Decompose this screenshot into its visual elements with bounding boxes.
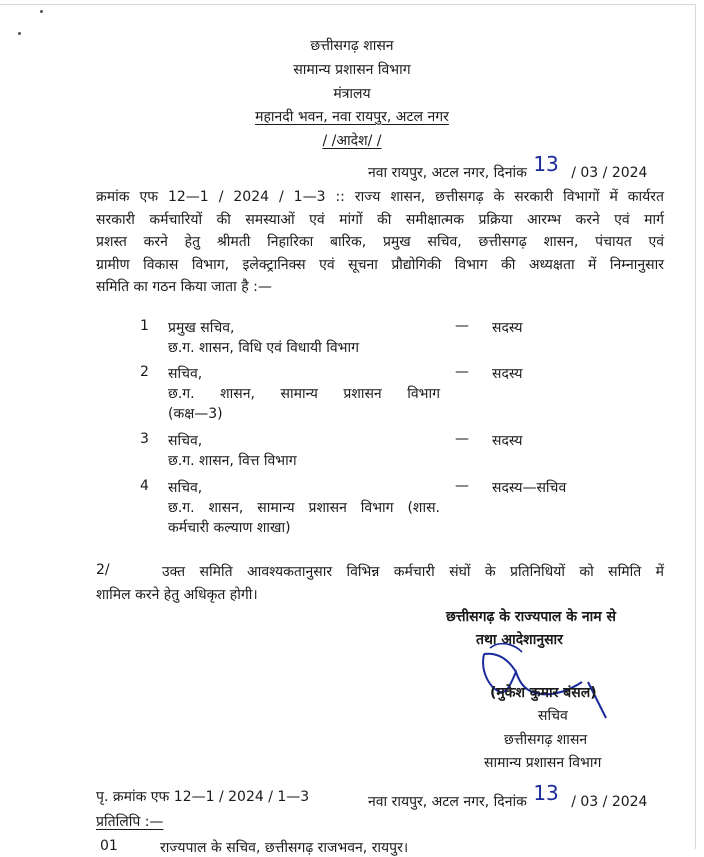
member-role: सदस्य bbox=[492, 433, 523, 449]
header-govt: छत्तीसगढ़ शासन bbox=[310, 38, 394, 54]
order-line-1: क्रमांक एफ 12—1 / 2024 / 1—3 :: राज्य शासन, छत्तीसगढ़ के सरकारी विभागों में कार्यरत bbox=[96, 189, 664, 205]
member-dash: — bbox=[455, 478, 469, 494]
member-number: 3 bbox=[140, 431, 149, 447]
endorsement-ref: पृ. क्रमांक एफ 12—1 / 2024 / 1—3 bbox=[96, 789, 310, 805]
signatory-department: सामान्य प्रशासन विभाग bbox=[484, 755, 602, 771]
member-department: छ.ग. शासन, वित्त विभाग bbox=[168, 453, 297, 469]
member-department-cont: कर्मचारी कल्याण शाखा) bbox=[168, 520, 291, 536]
member-role: सदस्य bbox=[492, 366, 523, 382]
member-number: 1 bbox=[140, 318, 149, 334]
page-top-border bbox=[0, 4, 696, 5]
para2-number: 2/ bbox=[96, 562, 110, 578]
member-number: 4 bbox=[140, 478, 149, 494]
member-dash: — bbox=[455, 364, 469, 380]
member-role: सदस्य—सचिव bbox=[492, 480, 567, 496]
order-line-2: सरकारी कर्मचारियों की समस्याओं एवं मांगों की समीक्षात्मक प्रक्रिया आरम्भ करने एवं मार्ग bbox=[96, 211, 664, 228]
member-dash: — bbox=[455, 431, 469, 447]
dateline-prefix: नवा रायपुर, अटल नगर, दिनांक bbox=[368, 165, 527, 181]
para2-line1: उक्त समिति आवश्यकतानुसार विभिन्न कर्मचारी संघों के प्रतिनिधियों को समिति में bbox=[162, 564, 664, 580]
header-ministry: मंत्रालय bbox=[333, 86, 371, 102]
copy-label: प्रतिलिपि :— bbox=[96, 814, 164, 830]
copy-item-text: राज्यपाल के सचिव, छत्तीसगढ़ राजभवन, रायपुर। bbox=[160, 840, 409, 856]
para2-line2: शामिल करने हेतु अधिकृत होगी। bbox=[96, 587, 258, 603]
order-line-4: ग्रामीण विकास विभाग, इलेक्ट्रानिक्स एवं सूचना प्रौद्योगिकी विभाग की अध्यक्षता में निम्नानुसार bbox=[96, 256, 664, 273]
speck-mark bbox=[18, 32, 21, 35]
member-department: छ.ग. शासन, सामान्य प्रशासन विभाग (शास. bbox=[168, 500, 440, 516]
endorsement-place: नवा रायपुर, अटल नगर, दिनांक bbox=[368, 794, 527, 810]
order-line-5: समिति का गठन किया जाता है :— bbox=[96, 279, 272, 295]
member-department: छ.ग. शासन, विधि एवं विधायी विभाग bbox=[168, 340, 360, 356]
endorsement-day-handwritten: 13 bbox=[533, 781, 559, 805]
signatory-designation: सचिव bbox=[538, 708, 568, 724]
signatory-govt: छत्तीसगढ़ शासन bbox=[504, 732, 588, 748]
order-line-3: प्रशस्त करने हेतु श्रीमती निहारिका बारिक, प्रमुख सचिव, छत्तीसगढ़ शासन, पंचायत एवं bbox=[96, 234, 664, 250]
speck-mark bbox=[40, 10, 43, 13]
header-department: सामान्य प्रशासन विभाग bbox=[293, 62, 411, 78]
dateline-day-handwritten: 13 bbox=[533, 152, 559, 176]
member-title: सचिव, bbox=[168, 433, 203, 449]
endorsement-suffix: / 03 / 2024 bbox=[571, 794, 648, 810]
header-address: महानदी भवन, नवा रायपुर, अटल नगर bbox=[255, 109, 449, 125]
member-title: सचिव, bbox=[168, 480, 203, 496]
member-dash: — bbox=[455, 318, 469, 334]
member-title: प्रमुख सचिव, bbox=[168, 320, 235, 336]
order-paragraph bbox=[96, 186, 664, 299]
member-department: छ.ग. शासन, सामान्य प्रशासन विभाग bbox=[168, 386, 440, 402]
order-heading: / /आदेश/ / bbox=[322, 133, 382, 149]
copy-item-number: 01 bbox=[100, 838, 118, 854]
dateline-suffix: / 03 / 2024 bbox=[571, 165, 648, 181]
member-number: 2 bbox=[140, 364, 149, 380]
signature-on-behalf-2: तथा आदेशानुसार bbox=[476, 632, 563, 648]
endorsement-dateline bbox=[368, 781, 648, 811]
member-department-cont: (कक्ष—3) bbox=[168, 406, 223, 422]
member-title: सचिव, bbox=[168, 366, 203, 382]
signature-on-behalf-1: छत्तीसगढ़ के राज्यपाल के नाम से bbox=[446, 609, 616, 625]
signatory-name: (मुकेश कुमार बंसल) bbox=[490, 685, 597, 701]
member-role: सदस्य bbox=[492, 320, 523, 336]
dateline bbox=[368, 152, 648, 182]
